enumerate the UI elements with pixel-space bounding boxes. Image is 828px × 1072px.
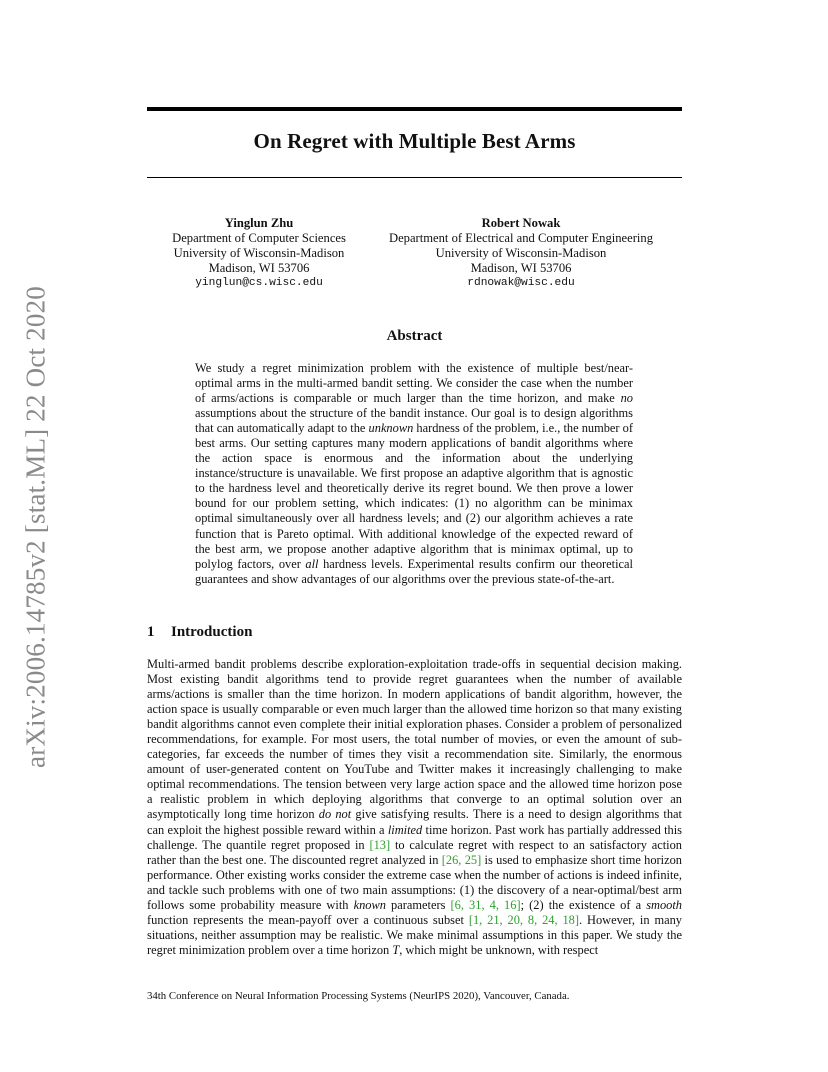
introduction-text: Multi-armed bandit problems describe exploration-exploitation trade-offs in sequential decision making. Most existing bandit algorithms tend to provide regret guarantees when the number of available arms/actions is smaller than the time horizon. In modern applications of bandit algorithm, however, the action space is usually comparable or even much larger than the allowed time horizon so that many existing bandit algorithms cannot even complete their initial exploration phases. Consider a problem of personalized recommendations, for example. For most users, the total number of movies, or even the amount of sub-categories, far exceeds the number of times they visit a recommendation site. Similarly, the enormous amount of user-generated content on YouTube and Twitter makes it increasingly challenging to make optimal recommendations. The tension between very large action space and the allowed time horizon pose a realistic problem in which deploying algorithms that converge to an optimal solution over an asymptotically long time horizon do not give satisfying results. There is a need to design algorithms that can exploit the highest possible reward within a limited time horizon. Past work has partially addressed this challenge. The quantile regret proposed in [13] to calculate regret with respect to an satisfactory action rather than the best one. The discounted regret analyzed in [26, 25] is used to emphasize short time horizon performance. Other existing works consider the extreme case when the number of actions is indeed infinite, and tackle such problems with one of two main assumptions: (1) the discovery of a near-optimal/best arm follows some probability measure with known parameters [6, 31, 4, 16]; (2) the existence of a smooth function represents the mean-payoff over a continuous subset [1, 21, 20, 8, 24, 18]. However, in many situations, neither assumption may be realistic. We make minimal assumptions in this paper. We study the regret minimization problem over a time horizon T, which might be unknown, with respect	[147, 657, 683, 957]
title-bottom-rule	[147, 177, 682, 178]
abstract-heading: Abstract	[386, 328, 443, 344]
author-block-2	[374, 216, 668, 291]
section-title: Introduction	[171, 624, 253, 640]
author-university: University of Wisconsin-Madison	[173, 246, 345, 260]
author-department: Department of Electrical and Computer Engineering	[388, 231, 654, 245]
author-email: rdnowak@wisc.edu	[467, 277, 575, 289]
author-department: Department of Computer Sciences	[172, 231, 346, 245]
arxiv-id: arXiv:2006.14785v2 [stat.ML] 22 Oct 2020	[20, 286, 51, 768]
abstract-text: We study a regret minimization problem with the existence of multiple best/near-optimal arms in the multi-armed bandit setting. We consider the case when the number of arms/actions is comparable or much larger than the time horizon, and make no assumptions about the structure of the bandit instance. Our goal is to design algorithms that can automatically adapt to the unknown hardness of the problem, i.e., the number of best arms. Our setting captures many modern applications of bandit algorithms where the action space is enormous and the information about the underlying instance/structure is unavailable. We first propose an adaptive algorithm that is agnostic to the hardness level and theoretically derive its regret bound. We then prove a lower bound for our problem setting, which indicates: (1) no algorithm can be minimax optimal simultaneously over all hardness levels; and (2) our algorithm achieves a rate function that is Pareto optimal. With additional knowledge of the expected reward of the best arm, we propose another adaptive algorithm that is minimax optimal, up to polylog factors, over all hardness levels. Experimental results confirm our theoretical guarantees and show advantages of our algorithms over the previous state-of-the-art.	[195, 361, 634, 586]
citation-link[interactable]: [6, 31, 4, 16]	[450, 897, 521, 912]
citation-link[interactable]: [13]	[369, 837, 391, 852]
conference-footer: 34th Conference on Neural Information Processing Systems (NeurIPS 2020), Vancouver, Canada.	[147, 990, 570, 1002]
paper-title: On Regret with Multiple Best Arms	[253, 129, 576, 153]
math-variable: T	[392, 942, 400, 957]
author-name: Robert Nowak	[481, 216, 561, 230]
section-heading-introduction	[147, 624, 252, 641]
section-number: 1	[147, 624, 155, 640]
citation-link[interactable]: [1, 21, 20, 8, 24, 18]	[468, 912, 580, 927]
author-address: Madison, WI 53706	[208, 261, 310, 275]
author-name: Yinglun Zhu	[224, 216, 294, 230]
author-address: Madison, WI 53706	[470, 261, 572, 275]
author-block-1	[158, 216, 360, 291]
title-top-rule	[147, 107, 682, 111]
author-email: yinglun@cs.wisc.edu	[195, 277, 323, 289]
citation-link[interactable]: [26, 25]	[441, 852, 482, 867]
author-university: University of Wisconsin-Madison	[435, 246, 607, 260]
